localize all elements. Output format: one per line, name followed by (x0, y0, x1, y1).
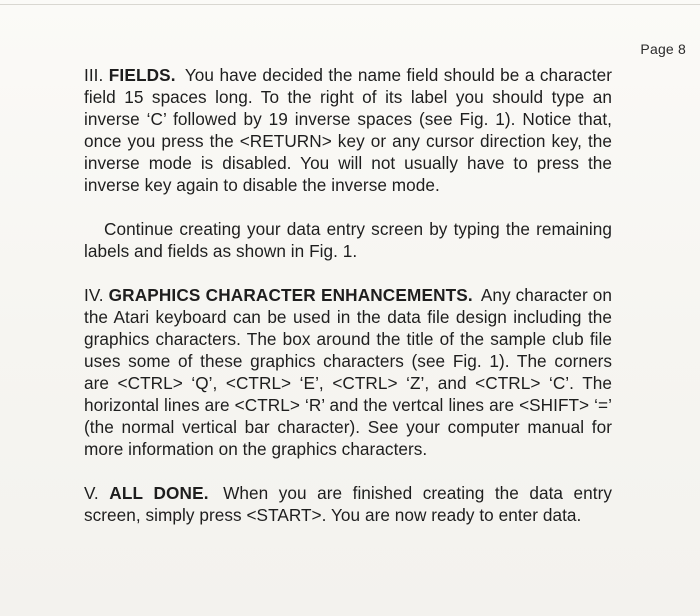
section-body: Any character on the Atari keyboard can be used in the data file design including the graphics characters. The box around the title of the sample club file uses some of these graphics characters (see Fig. 1). The corners are <CTRL> ‘Q’, <CTRL> ‘E’, <CTRL> ‘Z’, and <CTRL> ‘C’. The horizontal lines are <CTRL> ‘R’ and the vertcal lines are <SHIFT> ‘=’ (the normal vertical bar character). See your computer manual for more information on the graphics characters. (84, 285, 612, 459)
top-edge-line (0, 4, 700, 5)
section-numeral: V. (84, 483, 99, 503)
section-heading: ALL DONE. (109, 483, 209, 503)
section-heading: GRAPHICS CHARACTER ENHANCEMENTS. (108, 285, 473, 305)
page-number: Page 8 (640, 41, 686, 57)
section-all-done (84, 482, 612, 526)
section-body: When you are finished creating the data entry screen, simply press <START>. You are now ready to enter data. (84, 483, 612, 525)
section-heading: FIELDS. (108, 65, 176, 85)
continuation-paragraph (84, 218, 612, 262)
section-graphics-character-enhancements (84, 284, 612, 460)
section-numeral: IV. (84, 285, 104, 305)
section-fields (84, 64, 612, 196)
document-content (84, 64, 612, 526)
section-body: You have decided the name field should be a character field 15 spaces long. To the right of its label you should type an inverse ‘C’ followed by 19 inverse spaces (see Fig. 1). Notice that, once you press the <RETURN> key or any cursor direction key, the inverse mode is disabled. You will not usually have to press the inverse key again to disable the inverse mode. (84, 65, 613, 195)
section-numeral: III. (84, 65, 104, 85)
paragraph-body: Continue creating your data entry screen by typing the remaining labels and fields as shown in Fig. 1. (84, 219, 612, 261)
